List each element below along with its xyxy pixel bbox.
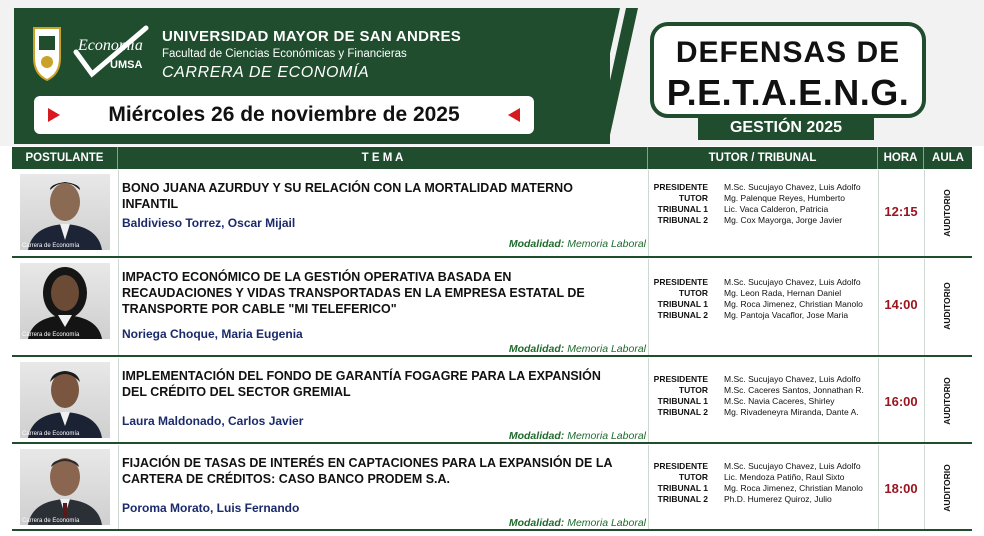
tribunal-roles xyxy=(650,461,708,505)
tutor-name: Mg. Leon Rada, Hernan Daniel xyxy=(724,288,842,298)
tribunal-names xyxy=(724,182,874,226)
role-tribunal-1: TRIBUNAL 1 xyxy=(657,396,708,406)
role-tutor: TUTOR xyxy=(678,385,708,395)
modalidad xyxy=(509,430,646,442)
modalidad-value: Memoria Laboral xyxy=(567,238,646,250)
thesis-topic: BONO JUANA AZURDUY Y SU RELACIÓN CON LA MORTALIDAD MATERNO INFANTIL xyxy=(122,180,573,211)
student-name: Poroma Morato, Luis Fernando xyxy=(122,501,300,515)
university-name: UNIVERSIDAD MAYOR DE SAN ANDRES xyxy=(162,28,462,45)
role-tribunal-1: TRIBUNAL 1 xyxy=(657,204,708,214)
person-silhouette-icon xyxy=(20,263,110,339)
thesis-topic: IMPLEMENTACIÓN DEL FONDO DE GARANTÍA FOGAGRE PARA LA EXPANSIÓN DEL CRÉDITO DEL SECTOR GREMIAL xyxy=(122,368,601,399)
modalidad xyxy=(509,343,646,355)
tribunal-2-name: Ph.D. Humerez Quiroz, Julio xyxy=(724,494,832,504)
room-label: AUDITORIO xyxy=(942,377,952,425)
left-pointing-arrow-icon xyxy=(508,108,520,122)
table-row xyxy=(12,170,972,258)
room-label: AUDITORIO xyxy=(942,189,952,237)
role-tutor: TUTOR xyxy=(678,193,708,203)
tutor-name: Mg. Palenque Reyes, Humberto xyxy=(724,193,845,203)
tribunal-names xyxy=(724,277,874,321)
modalidad-label: Modalidad: xyxy=(508,238,565,250)
table-row xyxy=(12,259,972,357)
role-presidente: PRESIDENTE xyxy=(653,277,708,287)
room-label: AUDITORIO xyxy=(942,282,952,330)
event-title-box xyxy=(650,22,926,118)
modalidad xyxy=(509,517,646,529)
date-banner xyxy=(34,96,534,134)
event-date: Miércoles 26 de noviembre de 2025 xyxy=(108,103,460,126)
presidente-name: M.Sc. Sucujayo Chavez, Luis Adolfo xyxy=(724,277,861,287)
tribunal-names xyxy=(724,461,874,505)
role-presidente: PRESIDENTE xyxy=(653,374,708,384)
presidente-name: M.Sc. Sucujayo Chavez, Luis Adolfo xyxy=(724,461,861,471)
defense-time: 14:00 xyxy=(884,297,918,312)
economia-logo-icon xyxy=(70,22,152,84)
photo-caption: Carrera de Economía xyxy=(22,332,80,338)
thesis-topic: IMPACTO ECONÓMICO DE LA GESTIÓN OPERATIVA BASADA EN RECAUDACIONES Y VIDAS TRANSPORTADAS EN LA EMPRESA ESTATAL DE TRANSPORTE POR CABLE "MI TELEFERICO" xyxy=(122,269,585,316)
defense-time: 16:00 xyxy=(884,394,918,409)
role-tribunal-2: TRIBUNAL 2 xyxy=(657,310,708,320)
tribunal-1-name: M.Sc. Navia Caceres, Shirley xyxy=(724,396,835,406)
header-banner xyxy=(0,0,984,146)
presidente-name: M.Sc. Sucujayo Chavez, Luis Adolfo xyxy=(724,374,861,384)
tribunal-roles xyxy=(650,277,708,321)
tribunal-roles xyxy=(650,374,708,418)
room-label: AUDITORIO xyxy=(942,464,952,512)
person-silhouette-icon xyxy=(20,449,110,525)
diagonal-stripes-decoration xyxy=(540,8,650,144)
student-photo xyxy=(20,263,110,339)
column-header-tema: T E M A xyxy=(118,147,648,169)
career-name: CARRERA DE ECONOMÍA xyxy=(162,64,370,81)
room xyxy=(938,178,956,248)
role-tribunal-1: TRIBUNAL 1 xyxy=(657,483,708,493)
event-title-line1: DEFENSAS DE xyxy=(675,36,901,69)
defense-time: 12:15 xyxy=(884,204,918,219)
student-photo xyxy=(20,362,110,438)
role-tribunal-2: TRIBUNAL 2 xyxy=(657,494,708,504)
person-silhouette-icon xyxy=(20,174,110,250)
tribunal-roles xyxy=(650,182,708,226)
logo-economia-text: Economía xyxy=(78,37,143,54)
role-tutor: TUTOR xyxy=(678,472,708,482)
table-row xyxy=(12,445,972,531)
tribunal-names xyxy=(724,374,874,418)
role-tutor: TUTOR xyxy=(678,288,708,298)
defense-time: 18:00 xyxy=(884,481,918,496)
modalidad xyxy=(509,238,646,250)
photo-caption: Carrera de Economía xyxy=(22,518,80,524)
role-presidente: PRESIDENTE xyxy=(653,461,708,471)
student-name: Baldivieso Torrez, Oscar Mijail xyxy=(122,216,296,230)
person-silhouette-icon xyxy=(20,362,110,438)
student-name: Laura Maldonado, Carlos Javier xyxy=(122,414,304,428)
faculty-name: Facultad de Ciencias Económicas y Financieras xyxy=(162,48,407,60)
logo-umsa-text: UMSA xyxy=(110,59,143,71)
tutor-name: M.Sc. Caceres Santos, Jonnathan R. xyxy=(724,385,864,395)
column-header-postulante: POSTULANTE xyxy=(12,147,118,169)
tribunal-2-name: Mg. Pantoja Vacaflor, Jose Maria xyxy=(724,310,849,320)
column-header-aula: AULA xyxy=(932,152,964,164)
photo-caption: Carrera de Economía xyxy=(22,431,80,437)
modalidad-label: Modalidad: xyxy=(508,343,565,355)
photo-caption: Carrera de Economía xyxy=(22,243,80,249)
gestion-badge: GESTIÓN 2025 xyxy=(698,116,874,140)
tribunal-1-name: Mg. Roca Jimenez, Christian Manolo xyxy=(724,299,863,309)
room xyxy=(938,366,956,436)
student-photo xyxy=(20,174,110,250)
column-header-hora: HORA xyxy=(878,147,924,169)
room xyxy=(938,271,956,341)
modalidad-label: Modalidad: xyxy=(508,517,565,529)
modalidad-value: Memoria Laboral xyxy=(567,517,646,529)
student-photo xyxy=(20,449,110,525)
tribunal-2-name: Mg. Rivadeneyra Miranda, Dante A. xyxy=(724,407,859,417)
table-row xyxy=(12,358,972,444)
umsa-shield-icon xyxy=(30,24,64,82)
table-header xyxy=(12,147,972,169)
tutor-name: Lic. Mendoza Patiño, Raul Sixto xyxy=(724,472,845,482)
thesis-topic: FIJACIÓN DE TASAS DE INTERÉS EN CAPTACIONES PARA LA EXPANSIÓN DE LA CARTERA DE CRÉDITOS: CASO BANCO PRODEM S.A. xyxy=(122,455,613,486)
tribunal-2-name: Mg. Cox Mayorga, Jorge Javier xyxy=(724,215,843,225)
modalidad-value: Memoria Laboral xyxy=(567,343,646,355)
modalidad-value: Memoria Laboral xyxy=(567,430,646,442)
student-name: Noriega Choque, Maria Eugenia xyxy=(122,327,303,341)
tribunal-1-name: Mg. Roca Jimenez, Christian Manolo xyxy=(724,483,863,493)
modalidad-label: Modalidad: xyxy=(508,430,565,442)
tribunal-1-name: Lic. Vaca Calderon, Patricia xyxy=(724,204,829,214)
column-header-tutor: TUTOR / TRIBUNAL xyxy=(648,147,878,169)
event-title-line2: P.E.T.A.E.N.G. xyxy=(666,72,910,113)
room xyxy=(938,453,956,523)
presidente-name: M.Sc. Sucujayo Chavez, Luis Adolfo xyxy=(724,182,861,192)
role-tribunal-2: TRIBUNAL 2 xyxy=(657,407,708,417)
role-tribunal-2: TRIBUNAL 2 xyxy=(657,215,708,225)
role-presidente: PRESIDENTE xyxy=(653,182,708,192)
role-tribunal-1: TRIBUNAL 1 xyxy=(657,299,708,309)
